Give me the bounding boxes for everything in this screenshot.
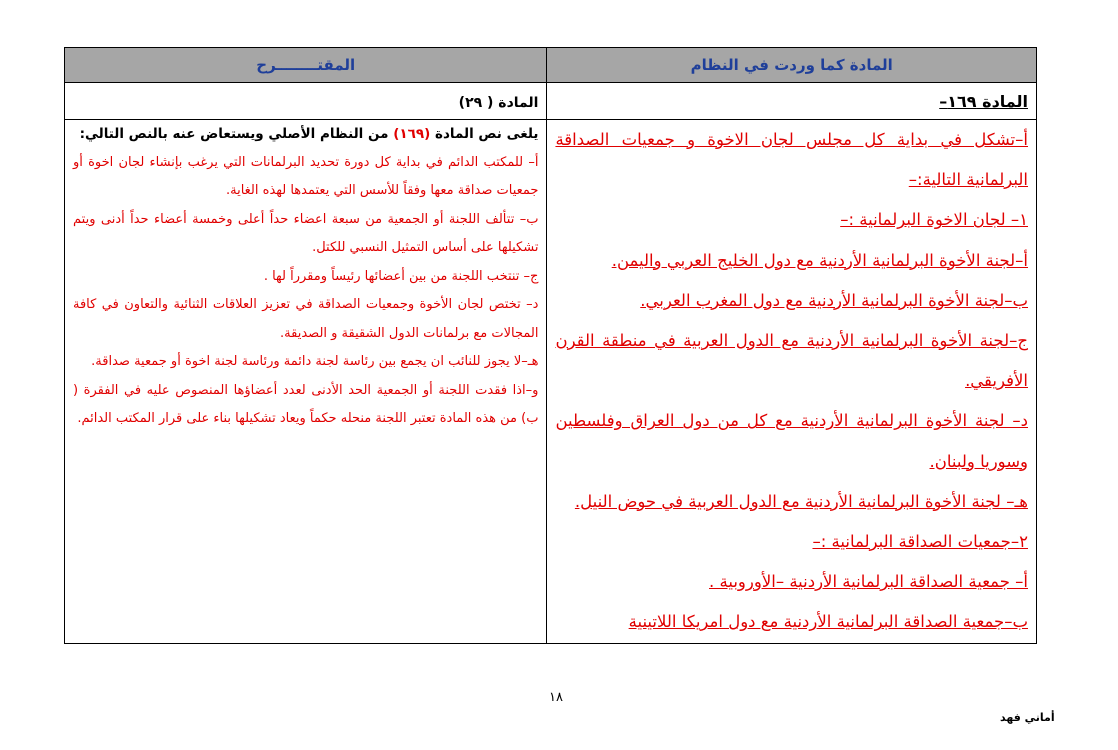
author-name: أماني فهد: [1000, 711, 1055, 724]
original-line: أ–تشكل في بداية كل مجلس لجان الاخوة و جمعيات الصداقة البرلمانية التالية:–: [555, 130, 1028, 190]
original-line: ١– لجان الاخوة البرلمانية :–: [840, 210, 1028, 230]
proposed-paragraph: د– تختص لجان الأخوة وجمعيات الصداقة في تعزيز العلاقات الثنائية والتعاون في كافة المجالات مع برلمانات الدول الشقيقة و الصديقة.: [73, 297, 539, 341]
proposed-text-cell: [65, 120, 547, 644]
proposed-paragraph: ب– تتألف اللجنة أو الجمعية من سبعة اعضاء حداً أعلى وخمسة أعضاء حداً أدنى ويتم تشكيلها على أساس التمثيل النسبي للكتل.: [73, 211, 539, 255]
proposed-article-cell: [65, 83, 547, 120]
page-number: ١٨: [549, 690, 563, 705]
header-proposed: المقتــــــــرح: [65, 48, 547, 83]
article-body-row: [65, 120, 1037, 644]
proposed-intro: [73, 120, 538, 149]
proposed-paragraph: و–اذا فقدت اللجنة أو الجمعية الحد الأدنى لعدد أعضاؤها المنصوص عليه في الفقرة ( ب) من هذه المادة تعتبر اللجنة منحله حكماً ويعاد تشكيلها بناء على قرار المكتب الدائم.: [73, 382, 539, 426]
table-header-row: [65, 48, 1037, 83]
original-line: ٢–جمعيات الصداقة البرلمانية :–: [812, 532, 1028, 552]
original-line: ب–جمعية الصداقة البرلمانية الأردنية مع دول امريكا اللاتينية: [628, 612, 1028, 632]
original-line: ج–لجنة الأخوة البرلمانية الأردنية مع الدول العربية في منطقة القرن الأفريقي.: [555, 331, 1028, 391]
header-original: المادة كما وردت في النظام: [547, 48, 1037, 83]
proposed-paragraph: هـ–لا يجوز للنائب ان يجمع بين رئاسة لجنة دائمة ورئاسة لجنة اخوة أو جمعية صداقة.: [91, 354, 539, 369]
intro-before: يلغى نص المادة: [430, 126, 539, 142]
original-text-cell: [547, 120, 1037, 644]
article-title-row: [65, 83, 1037, 120]
comparison-table: [64, 47, 1037, 644]
original-article-title: المادة ١٦٩–: [939, 91, 1028, 111]
proposed-article-title: المادة ( ٢٩): [458, 94, 539, 111]
original-line: هـ– لجنة الأخوة البرلمانية الأردنية مع الدول العربية في حوض النيل.: [574, 491, 1028, 511]
intro-after: من النظام الأصلي ويستعاض عنه بالنص التالي:: [79, 126, 394, 142]
proposed-paragraph: ج– تنتخب اللجنة من بين أعضائها رئيساً ومقرراً لها .: [263, 268, 539, 284]
original-line: أ–لجنة الأخوة البرلمانية الأردنية مع دول الخليج العربي واليمن.: [611, 250, 1028, 270]
original-line: د– لجنة الأخوة البرلمانية الأردنية مع كل من دول العراق وفلسطين وسوريا ولبنان.: [555, 411, 1028, 471]
original-line: ب–لجنة الأخوة البرلمانية الأردنية مع دول المغرب العربي.: [640, 290, 1028, 310]
proposed-paragraph: أ– للمكتب الدائم في بداية كل دورة تحديد البرلمانات التي يرغب بإنشاء لجان اخوة أو جمعيات صداقة معها وفقاً للأسس التي يعتمدها لهذه الغاية.: [73, 154, 539, 198]
intro-number: (١٦٩): [393, 126, 431, 142]
original-line: أ– جمعية الصداقة البرلمانية الأردنية –الأوروبية .: [709, 572, 1028, 592]
original-article-cell: [547, 83, 1037, 120]
